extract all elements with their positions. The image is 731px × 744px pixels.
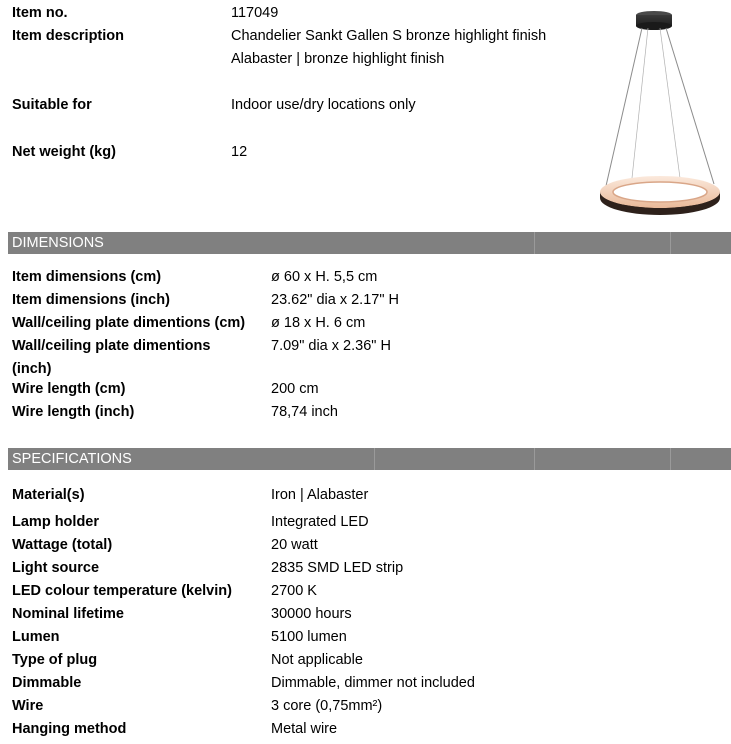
spec-row-label: Nominal lifetime [12,606,124,622]
spec-row-label: Light source [12,560,100,576]
spec-row-value: 20 watt [271,537,318,553]
dimension-row-value: 78,74 inch [271,404,338,420]
dimensions-header-text: DIMENSIONS [12,235,104,251]
dimension-row-label: Wire length (inch) [12,404,135,420]
net-weight-value: 12 [231,144,248,160]
spec-row-label: LED colour temperature (kelvin) [12,583,232,599]
dimension-row-value: ø 18 x H. 6 cm [271,315,366,331]
spec-row-value: 30000 hours [271,606,352,622]
spec-row-value: 2700 K [271,583,317,599]
item-no-label: Item no. [12,5,68,21]
spec-row-label: Dimmable [12,675,82,691]
spec-row-value: 5100 lumen [271,629,347,645]
dimension-row-label-cont: (inch) [12,361,52,377]
suitable-for-label: Suitable for [12,97,92,113]
spec-row-label: Wire [12,698,44,714]
spec-row-label: Lamp holder [12,514,100,530]
dimension-row-label: Wall/ceiling plate dimentions (cm) [12,315,246,331]
dimension-row-label: Wall/ceiling plate dimentions [12,338,211,354]
net-weight-label: Net weight (kg) [12,144,116,160]
spec-row-value: Not applicable [271,652,363,668]
product-image [596,6,726,222]
spec-row-label: Hanging method [12,721,127,737]
spec-row-label: Wattage (total) [12,537,113,553]
specifications-header [8,448,731,470]
item-description-line1: Chandelier Sankt Gallen S bronze highlight finish [231,28,547,44]
suitable-for-value: Indoor use/dry locations only [231,97,416,113]
dimension-row-value: 200 cm [271,381,319,397]
item-no-value: 117049 [231,5,279,21]
dimension-row-label: Item dimensions (cm) [12,269,162,285]
dimension-row-value: ø 60 x H. 5,5 cm [271,269,378,285]
spec-row-value: 3 core (0,75mm²) [271,698,383,714]
specifications-header-text: SPECIFICATIONS [12,451,132,467]
dimension-row-value: 23.62" dia x 2.17" H [271,292,399,308]
spec-row-label: Lumen [12,629,60,645]
dimension-row-label: Item dimensions (inch) [12,292,170,308]
spec-row-value: 2835 SMD LED strip [271,560,404,576]
dimension-row-value: 7.09" dia x 2.36" H [271,338,391,354]
spec-row-value: Metal wire [271,721,338,737]
spec-row-label: Type of plug [12,652,98,668]
spec-row-label: Material(s) [12,487,85,503]
spec-row-value: Integrated LED [271,514,369,530]
item-description-line2: Alabaster | bronze highlight finish [231,51,445,67]
dimensions-header [8,232,731,254]
dimension-row-label: Wire length (cm) [12,381,126,397]
item-description-label: Item description [12,28,124,44]
spec-row-value: Iron | Alabaster [271,487,369,503]
spec-row-value: Dimmable, dimmer not included [271,675,475,691]
